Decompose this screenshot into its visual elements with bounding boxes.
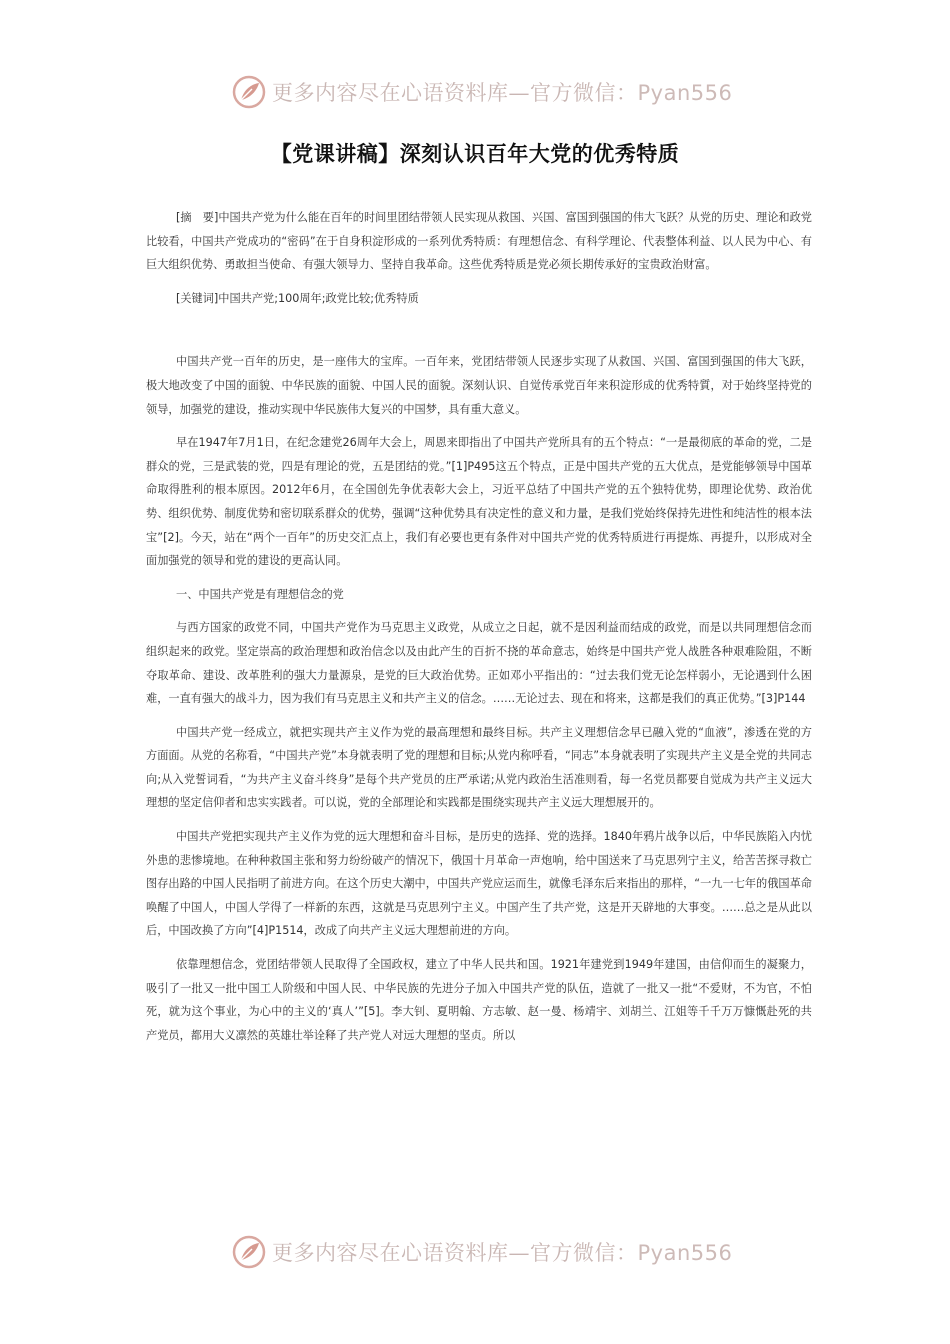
body-paragraph: 依靠理想信念，党团结带领人民取得了全国政权，建立了中华人民共和国。1921年建党到1949年建国，由信仰而生的凝聚力，吸引了一批又一批中国工人阶级和中国人民、中华民族的先进分子加入中国共产党的队伍，造就了一批又一批“不爱财，不为官，不怕死，就为这个事业，为心中的主义的‘真人’”[5]。李大钊、夏明翰、方志敏、赵一曼、杨靖宇、刘胡兰、江姐等千千万万慷慨赴死的共产党员，都用大义凛然的英雄壮举诠释了共产党人对远大理想的坚贞。所以: [146, 958, 812, 1042]
banner-text: 更多内容尽在心语资料库—官方微信：Pyan556: [272, 81, 733, 105]
header-watermark-banner: [232, 72, 732, 112]
body-paragraph: 中国共产党一百年的历史，是一座伟大的宝库。一百年来，党团结带领人民逐步实现了从救国、兴国、富国到强国的伟大飞跃，极大地改变了中国的面貌、中华民族的面貌、中国人民的面貌。深刻认识、自觉传承党百年来积淀形成的优秀特質，对于始终坚持党的领导，加强党的建设，推动实现中华民族伟大复兴的中国梦，具有重大意义。: [146, 355, 812, 416]
body-paragraph: 中国共产党一经成立，就把实现共产主义作为党的最高理想和最终目标。共产主义理想信念早已融入党的“血液”，渗透在党的方方面面。从党的名称看，“中国共产党”本身就表明了党的理想和目标;从党内称呼看，“同志”本身就表明了实现共产主义是全党的共同志向;从入党誓词看，“为共产主义奋斗终身”是每个共产党员的庄严承诺;从党内政治生活准则看，每一名党员都要自觉成为共产主义远大理想的坚定信仰者和忠实实践者。可以说，党的全部理论和实践都是围绕实现共产主义远大理想展开的。: [146, 725, 812, 810]
wechat-id: Pyan556: [637, 1241, 733, 1265]
article-body: [146, 206, 812, 1047]
footer-watermark-banner: [232, 1232, 732, 1272]
body-paragraph: 与西方国家的政党不同，中国共产党作为马克思主义政党，从成立之日起，就不是因利益而结成的政党，而是以共同理想信念而组织起来的政党。坚定崇高的政治理想和政治信念以及由此产生的百折不挠的革命意志，始终是中国共产党人战胜各种艰难险阻，不断夺取革命、建设、改革胜利的强大力量源泉，是党的巨大政治优势。正如邓小平指出的：“过去我们党无论怎样弱小，无论遇到什么困难，一直有强大的战斗力，因为我们有马克思主义和共产主义的信念。……无论过去、现在和将来，这都是我们的真正优势。”[3]P144: [146, 621, 812, 706]
section-heading: 一、中国共产党是有理想信念的党: [176, 587, 344, 601]
page-title: 【党课讲稿】深刻认识百年大党的优秀特质: [270, 142, 680, 166]
wechat-id: Pyan556: [637, 81, 733, 105]
banner-text: 更多内容尽在心语资料库—官方微信：Pyan556: [272, 1241, 733, 1265]
body-paragraph: 中国共产党把实现共产主义作为党的远大理想和奋斗目标，是历史的选择、党的选择。1840年鸦片战争以后，中华民族陷入内忧外患的悲惨境地。在种种救国主张和努力纷纷破产的情况下，俄国十月革命一声炮响，给中国送来了马克思列宁主义，给苦苦探寻救亡图存出路的中国人民指明了前进方向。在这个历史大潮中，中国共产党应运而生，就像毛泽东后来指出的那样，“一九一七年的俄国革命唤醒了中国人，中国人学得了一样新的东西，这就是马克思列宁主义。中国产生了共产党，这是开天辟地的大事变。……总之是从此以后，中国改换了方向”[4]P1514，改成了向共产主义远大理想前进的方向。: [146, 830, 812, 938]
body-paragraph: 早在1947年7月1日，在纪念建党26周年大会上，周恩来即指出了中国共产党所具有的五个特点：“一是最彻底的革命的党，二是群众的党，三是武装的党，四是有理论的党，五是团结的党。”[1]P495这五个特点，正是中国共产党的五大优点，是党能够领导中国革命取得胜利的根本原因。2012年6月，在全国创先争优表彰大会上，习近平总结了中国共产党的五个独特优势，即理论优势、政治优势、组织优势、制度优势和密切联系群众的优势，强调“这种优势具有决定性的意义和力量，是我们党始终保持先进性和纯洁性的根本法宝”[2]。今天，站在“两个一百年”的历史交汇点上，我们有必要也更有条件对中国共产党的优秀特质进行再提炼、再提升，以形成对全面加强党的领导和党的建设的更高认同。: [146, 436, 812, 568]
leaf-pen-logo-icon: [232, 75, 266, 109]
keywords-paragraph: [关键词]中国共产党;100周年;政党比较;优秀特质: [176, 291, 419, 305]
abstract-paragraph: [摘 要]中国共产党为什么能在百年的时间里团结带领人民实现从救国、兴国、富国到强国的伟大飞跃？从党的历史、理论和政党比较看，中国共产党成功的“密码”在于自身积淀形成的一系列优秀特质：有理想信念、有科学理论、代表整体利益、以人民为中心、有巨大组织优势、勇敢担当使命、有强大领导力、坚持自我革命。这些优秀特质是党必须长期传承好的宝贵政治财富。: [146, 211, 812, 272]
leaf-pen-logo-icon: [232, 1235, 266, 1269]
